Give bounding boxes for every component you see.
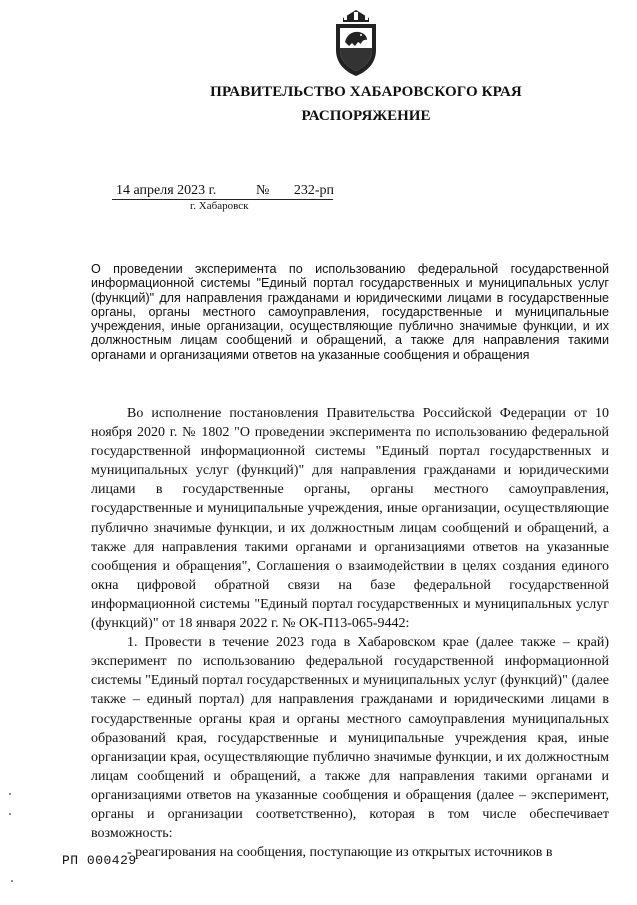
scan-speck [9,813,11,815]
scan-speck [9,793,11,795]
document-type-title: РАСПОРЯЖЕНИЕ [301,108,431,124]
document-number [256,183,334,199]
scan-speck [11,880,13,882]
body-paragraph: - реагирования на сообщения, поступающие из открытых источников в [127,845,553,861]
number-value: 232-рп [293,183,335,198]
number-label: № [256,183,270,198]
coat-of-arms-icon [331,8,381,78]
registration-code: РП 000429 [62,853,137,868]
body-paragraph: 1. Провести в течение 2023 года в Хабаровском крае (далее также – край) эксперимент по использованию федеральной государственной информационной системы "Единый портал государственных и муниципальных услуг (функций)" (далее также – единый портал) для направления гражданами и юридическими лицами в государственные органы края и органы местного самоуправления муниципальных образований края, государственные и муниципальные учреждения края, иные организации края, осуществляющие публично значимые функции, и их должностным лицам сообщений и обращений, а также для направления такими органами и организациями ответов на указанные сообщения и обращения (далее – эксперимент, органы и организации соответственно), которая в том числе обеспечивает возможность: [91,635,609,842]
body-paragraph: Во исполнение постановления Правительства Российской Федерации от 10 ноября 2020 г. № 1802 "О проведении эксперимента по использованию федеральной государственной информационной системы "Единый портал государственных и муниципальных услуг (функций)" для направления гражданами и юридическими лицами в государственные органы, органы местного самоуправления, государственные и муниципальные учреждения, иные организации, осуществляющие публично значимые функции, и их должностным лицам сообщений и обращений, а также для направления такими органами и организациями ответов на указанные сообщения и обращения", Соглашения о взаимодействии в целях создания единого окна цифровой обратной связи на базе федеральной государственной информационной системы "Единый портал государственных и муниципальных услуг (функций)" от 18 января 2022 г. № ОК-П13-065-9442: [91,406,609,632]
document-date: 14 апреля 2023 г. [116,183,217,198]
document-city: г. Хабаровск [190,200,249,212]
government-title: ПРАВИТЕЛЬСТВО ХАБАРОВСКОГО КРАЯ [210,84,522,100]
document-subject: О проведении эксперимента по использованию федеральной государственной информационной системы "Единый портал государственных и муниципальных услуг (функций)" для направления гражданами и юридическими лицами в государственные органы, органы местного самоуправления, государственные и муниципальные учреждения, иные организации, осуществляющие публично значимые функции, и их должностным лицам сообщений и обращений, а также для направления такими органами и организациями ответов на указанные сообщения и обращения [91,262,609,362]
document-body [91,404,609,862]
